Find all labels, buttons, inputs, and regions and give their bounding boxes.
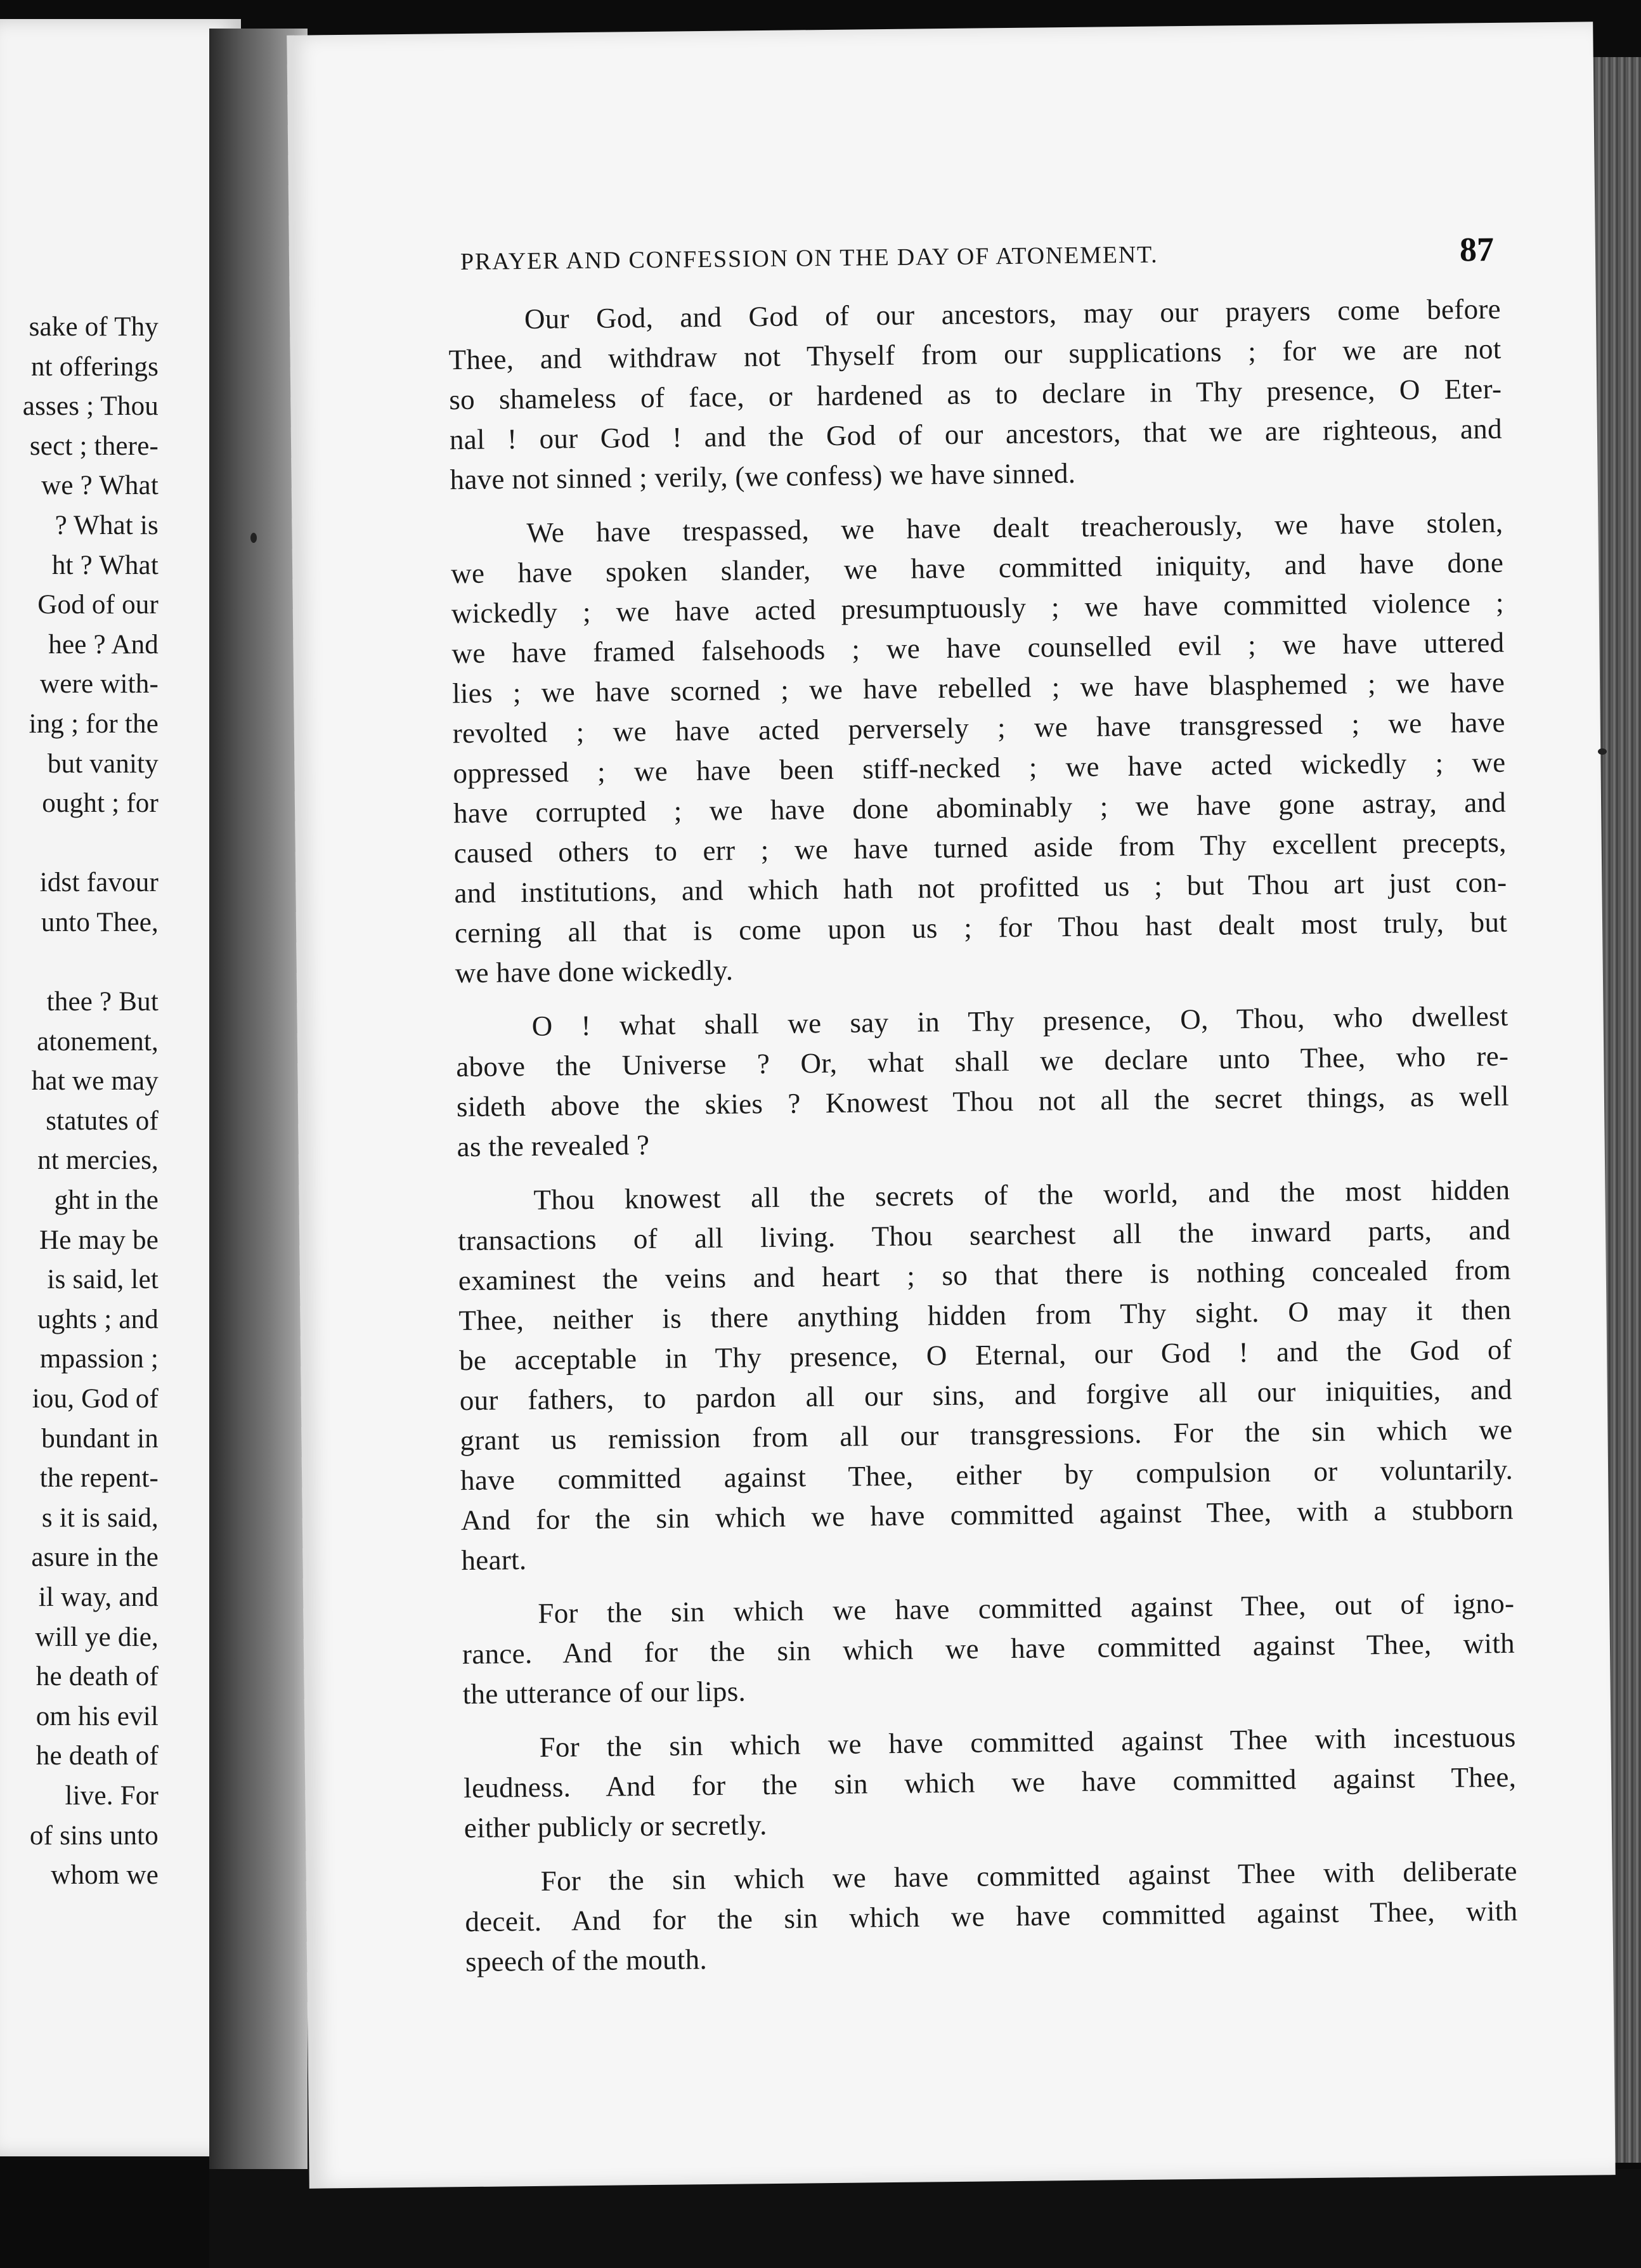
scan-speck — [1598, 748, 1607, 755]
text-line: For the sin which we have committed against Thee with deliberate — [540, 1854, 1517, 1897]
right-page — [287, 22, 1615, 2188]
paragraph — [450, 503, 1508, 993]
left-page-line: s it is said, — [41, 1502, 159, 1533]
left-page-line: we ? What — [41, 471, 159, 501]
left-page-line: hat we may — [31, 1066, 159, 1097]
left-page-line: unto Thee, — [41, 907, 159, 937]
text-line: Our God, and God of our ancestors, may our prayers come before — [524, 292, 1502, 335]
text-line: heart. — [461, 1544, 527, 1577]
page-number: 87 — [1459, 230, 1495, 269]
text-line: and institutions, and which hath not profitted us ; but Thou art just con- — [454, 866, 1507, 909]
scan-speck — [250, 533, 257, 543]
left-page-line — [0, 943, 159, 983]
running-head-title: PRAYER AND CONFESSION ON THE DAY OF ATONEMENT. — [460, 241, 1158, 276]
left-page-line: ht ? What — [51, 550, 159, 580]
left-page-line: mpassion ; — [39, 1344, 159, 1374]
left-page-line: thee ? But — [46, 987, 159, 1017]
left-page-line: ing ; for the — [29, 708, 159, 739]
text-line: our fathers, to pardon all our sins, and forgive all our iniquities, and — [459, 1373, 1513, 1417]
left-page-line: God of our — [37, 590, 159, 620]
paragraph — [464, 1851, 1518, 1982]
left-page-line: asure in the — [31, 1542, 159, 1573]
text-line: wickedly ; we have acted presumptuously ; we have committed violence ; — [451, 586, 1505, 630]
left-page-line: he death of — [36, 1662, 159, 1692]
text-line: speech of the mouth. — [465, 1943, 708, 1978]
text-line: the utterance of our lips. — [462, 1675, 746, 1711]
left-page-line: idst favour — [39, 868, 159, 898]
body-text — [448, 289, 1519, 1982]
left-page-line: nt mercies, — [37, 1145, 159, 1176]
left-page-line: iou, God of — [32, 1384, 159, 1414]
left-page-line: of sins unto — [29, 1820, 159, 1851]
left-page-line: ght in the — [54, 1185, 159, 1216]
running-head — [460, 232, 1495, 281]
text-line: nal ! our God ! and the God of our ancestors, that we are righteous, and — [449, 412, 1503, 456]
text-line: For the sin which we have committed against Thee with incestuous — [539, 1721, 1516, 1763]
left-page-line: asses ; Thou — [22, 391, 159, 422]
left-page-line: is said, let — [47, 1265, 159, 1295]
text-line: as the revealed ? — [457, 1128, 650, 1163]
left-page-line: om his evil — [36, 1701, 159, 1731]
paragraph — [462, 1584, 1515, 1714]
left-page-line: hee ? And — [48, 629, 159, 660]
left-page-line: statutes of — [46, 1105, 159, 1136]
left-page-line: He may be — [39, 1225, 159, 1255]
left-page-line: il way, and — [38, 1582, 159, 1612]
text-line: Thee, neither is there anything hidden from Thy sight. O may it then — [458, 1293, 1512, 1337]
paragraph — [457, 1170, 1514, 1580]
text-line: revolted ; we have acted perversely ; we have transgressed ; we have — [452, 706, 1505, 750]
left-page-line: sect ; there- — [29, 431, 159, 461]
text-line: For the sin which we have committed against Thee, out of igno- — [538, 1587, 1515, 1629]
text-line: lies ; we have scorned ; we have rebelled ; we have blasphemed ; we have — [451, 666, 1505, 710]
text-line: either publicly or secretly. — [464, 1809, 767, 1844]
paragraph — [463, 1717, 1517, 1848]
left-page-line: live. For — [65, 1780, 159, 1811]
text-line: oppressed ; we have been stiff-necked ; we have acted wickedly ; we — [453, 746, 1506, 790]
text-line: Thou knowest all the secrets of the world, and the most hidden — [533, 1173, 1510, 1216]
text-line: examinest the veins and heart ; so that there is nothing concealed from — [458, 1253, 1512, 1297]
left-page-line: the repent- — [39, 1463, 159, 1494]
text-line: have committed against Thee, either by compulsion or voluntarily. — [460, 1453, 1514, 1497]
text-line: grant us remission from all our transgressions. For the sin which we — [460, 1413, 1513, 1457]
left-page-line: he death of — [36, 1741, 159, 1771]
text-line: we have spoken slander, we have committed iniquity, and have done — [450, 546, 1504, 590]
text-line: have corrupted ; we have done abominably ; we have gone astray, and — [453, 786, 1507, 830]
text-line: above the Universe ? Or, what shall we declare unto Thee, who re- — [456, 1040, 1509, 1083]
left-page-line: nt offerings — [30, 351, 159, 382]
text-line: so shameless of face, or hardened as to declare in Thy presence, O Eter- — [449, 372, 1502, 416]
text-line: we have done wickedly. — [455, 954, 734, 989]
text-line: caused others to err ; we have turned aside from Thy excellent precepts, — [453, 826, 1507, 870]
left-page-line: atonement, — [37, 1026, 159, 1057]
text-line: leudness. And for the sin which we have committed against Thee, — [463, 1761, 1517, 1804]
left-facing-page — [0, 19, 241, 2156]
left-page-line — [0, 824, 159, 864]
left-page-line: were with- — [39, 669, 159, 700]
left-page-line: ought ; for — [42, 788, 159, 819]
paragraph — [455, 996, 1510, 1167]
left-page-text — [0, 308, 159, 1896]
paragraph — [448, 289, 1503, 500]
text-line: be acceptable in Thy presence, O Eternal, our God ! and the God of — [458, 1333, 1512, 1377]
text-line: And for the sin which we have committed against Thee, with a stubborn — [460, 1493, 1514, 1537]
text-line: transactions of all living. Thou searchest all the inward parts, and — [457, 1213, 1511, 1257]
text-line: sideth above the skies ? Knowest Thou not all the secret things, as well — [456, 1079, 1510, 1123]
left-page-line: ? What is — [55, 510, 159, 540]
text-line: rance. And for the sin which we have committed against Thee, with — [462, 1627, 1515, 1671]
left-page-line: will ye die, — [35, 1622, 159, 1652]
left-page-line: bundant in — [41, 1423, 159, 1454]
text-line: have not sinned ; verily, (we confess) we have sinned. — [450, 457, 1076, 496]
text-line: We have trespassed, we have dealt treacherously, we have stolen, — [526, 506, 1503, 549]
left-page-line: ughts ; and — [37, 1304, 159, 1334]
text-line: O ! what shall we say in Thy presence, O, Thou, who dwellest — [531, 1000, 1508, 1042]
left-page-line: whom we — [51, 1860, 159, 1891]
text-line: we have framed falsehoods ; we have counselled evil ; we have uttered — [451, 626, 1505, 670]
text-line: deceit. And for the sin which we have committed against Thee, with — [465, 1894, 1518, 1938]
left-page-line: sake of Thy — [29, 312, 159, 342]
text-line: cerning all that is come upon us ; for Thou hast dealt most truly, but — [454, 906, 1508, 949]
left-page-line: but vanity — [47, 748, 159, 779]
text-line: Thee, and withdraw not Thyself from our supplications ; for we are not — [448, 332, 1502, 376]
